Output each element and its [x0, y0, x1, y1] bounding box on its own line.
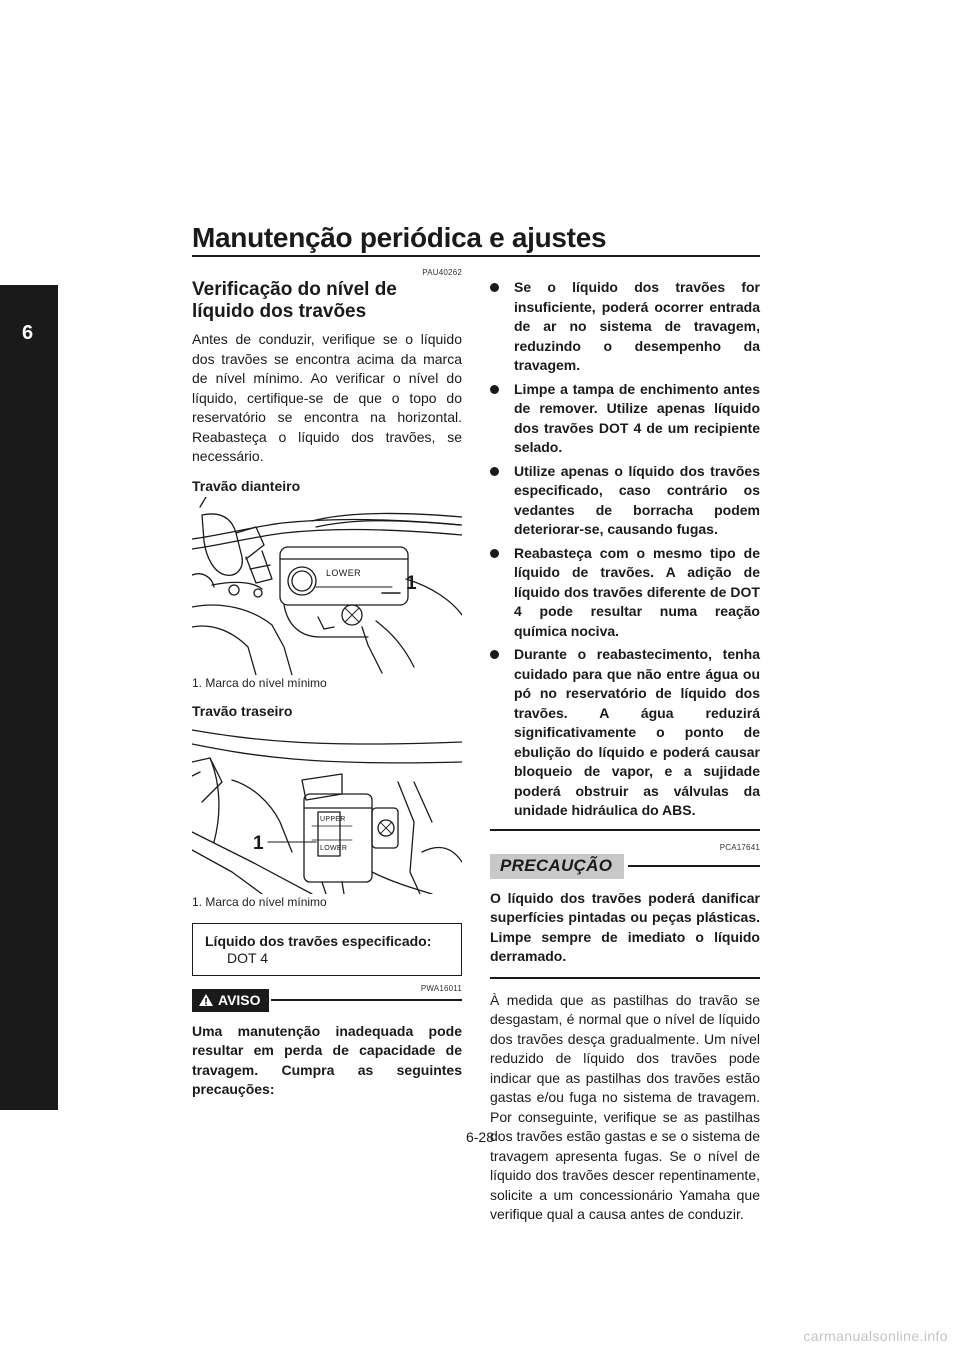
warning-text: Uma manutenção inadequada pode resultar em perda de capacidade de travagem. Cumpra as seguintes precauções:	[192, 1022, 462, 1097]
front-brake-illustration	[192, 497, 462, 675]
bullet-icon	[490, 467, 499, 476]
front-lower-mark-label: LOWER	[326, 567, 362, 578]
spec-box	[192, 923, 462, 976]
list-item: Durante o reabastecimento, tenha cuidado para que não entre água ou pó no reservatório de líquido dos travões. A água reduzirá significativamente o ponto de ebulição do líquido e poderá causar bloqueio de vapor, e a sujidade poderá obstruir as válvulas da unidade hidráulica do ABS.	[490, 645, 760, 821]
warning-badge-label: AVISO	[218, 992, 261, 1008]
bullet-icon	[490, 549, 499, 558]
page-number: 6-28	[465, 1129, 495, 1145]
caution-rule	[628, 865, 760, 867]
closing-paragraph: À medida que as pastilhas do travão se desgastam, é normal que o nível de líquido dos travões desça gradualmente. Um nível reduzido de líquido dos travões pode indicar que as pastilhas dos travões estão gastas e/ou fuga no sistema de travagem. Por conseguinte, verifique se as pastilhas dos travões estão gastas e se o sistema de travagem apresenta fugas. Se o nível de líquido dos travões descer repentinamente, solicite a um concessionário Yamaha que verifique qual a causa antes de conduzir.	[490, 991, 760, 1222]
bullet-icon	[490, 385, 499, 394]
spec-value: DOT 4	[227, 949, 268, 966]
front-figure-caption: 1. Marca do nível mínimo	[192, 675, 327, 690]
front-brake-heading: Travão dianteiro	[192, 477, 301, 494]
warning-rule	[271, 999, 462, 1001]
list-item: Se o líquido dos travões for insuficiente, poderá ocorrer entrada de ar no sistema de travagem, reduzindo o desempenho da travagem.	[490, 278, 760, 376]
caution-code: PCA17641	[719, 842, 760, 852]
left-column	[192, 268, 462, 1100]
precaution-list	[490, 278, 760, 821]
intro-paragraph: Antes de conduzir, verifique se o líquido dos travões se encontra acima da marca de nível mínimo. Ao verificar o nível do líquido, certifique-se de que o topo do reservatório se encontra na horizontal. Reabasteça o líquido dos travões, se necessário.	[192, 331, 462, 464]
warning-triangle-icon	[198, 993, 214, 1007]
rear-brake-illustration	[192, 722, 462, 894]
warning-code: PWA16011	[420, 983, 462, 993]
front-callout-number: 1	[406, 572, 417, 594]
chapter-tab	[0, 285, 58, 1110]
rear-brake-heading: Travão traseiro	[192, 702, 293, 719]
caution-text: O líquido dos travões poderá danificar superfícies pintadas ou peças plásticas. Limpe sempre de imediato o líquido derramado.	[490, 889, 760, 964]
spec-label: Líquido dos travões especificado:	[205, 932, 432, 949]
rear-figure-caption: 1. Marca do nível mínimo	[192, 894, 327, 909]
rear-callout-number: 1	[253, 832, 264, 854]
list-item: Reabasteça com o mesmo tipo de líquido de travões. A adição de líquido dos travões diferente de DOT 4 pode resultar numa reação química nociva.	[490, 544, 760, 642]
watermark: carmanualsonline.info	[803, 1328, 948, 1344]
rear-lower-mark-label: LOWER	[320, 844, 348, 852]
title-rule	[192, 255, 760, 257]
chapter-number: 6	[22, 322, 34, 344]
caution-badge: PRECAUÇÃO	[490, 854, 624, 879]
bullet-icon	[490, 283, 499, 292]
bullet-icon	[490, 650, 499, 659]
warning-badge	[192, 989, 269, 1012]
section-title: Verificação do nível de líquido dos travões	[192, 279, 397, 322]
rear-upper-mark-label: UPPER	[320, 815, 346, 823]
page-title: Manutenção periódica e ajustes	[192, 222, 607, 253]
caution-header	[490, 854, 760, 879]
section-code: PAU40262	[422, 268, 462, 277]
caution-end-rule	[490, 977, 760, 979]
warning-end-rule	[490, 829, 760, 831]
right-column	[490, 278, 760, 1225]
list-item: Utilize apenas o líquido dos travões especificado, caso contrário os vedantes de borracha podem deteriorar-se, causando fugas.	[490, 462, 760, 540]
list-item: Limpe a tampa de enchimento antes de remover. Utilize apenas líquido dos travões DOT 4 de um recipiente selado.	[490, 380, 760, 458]
